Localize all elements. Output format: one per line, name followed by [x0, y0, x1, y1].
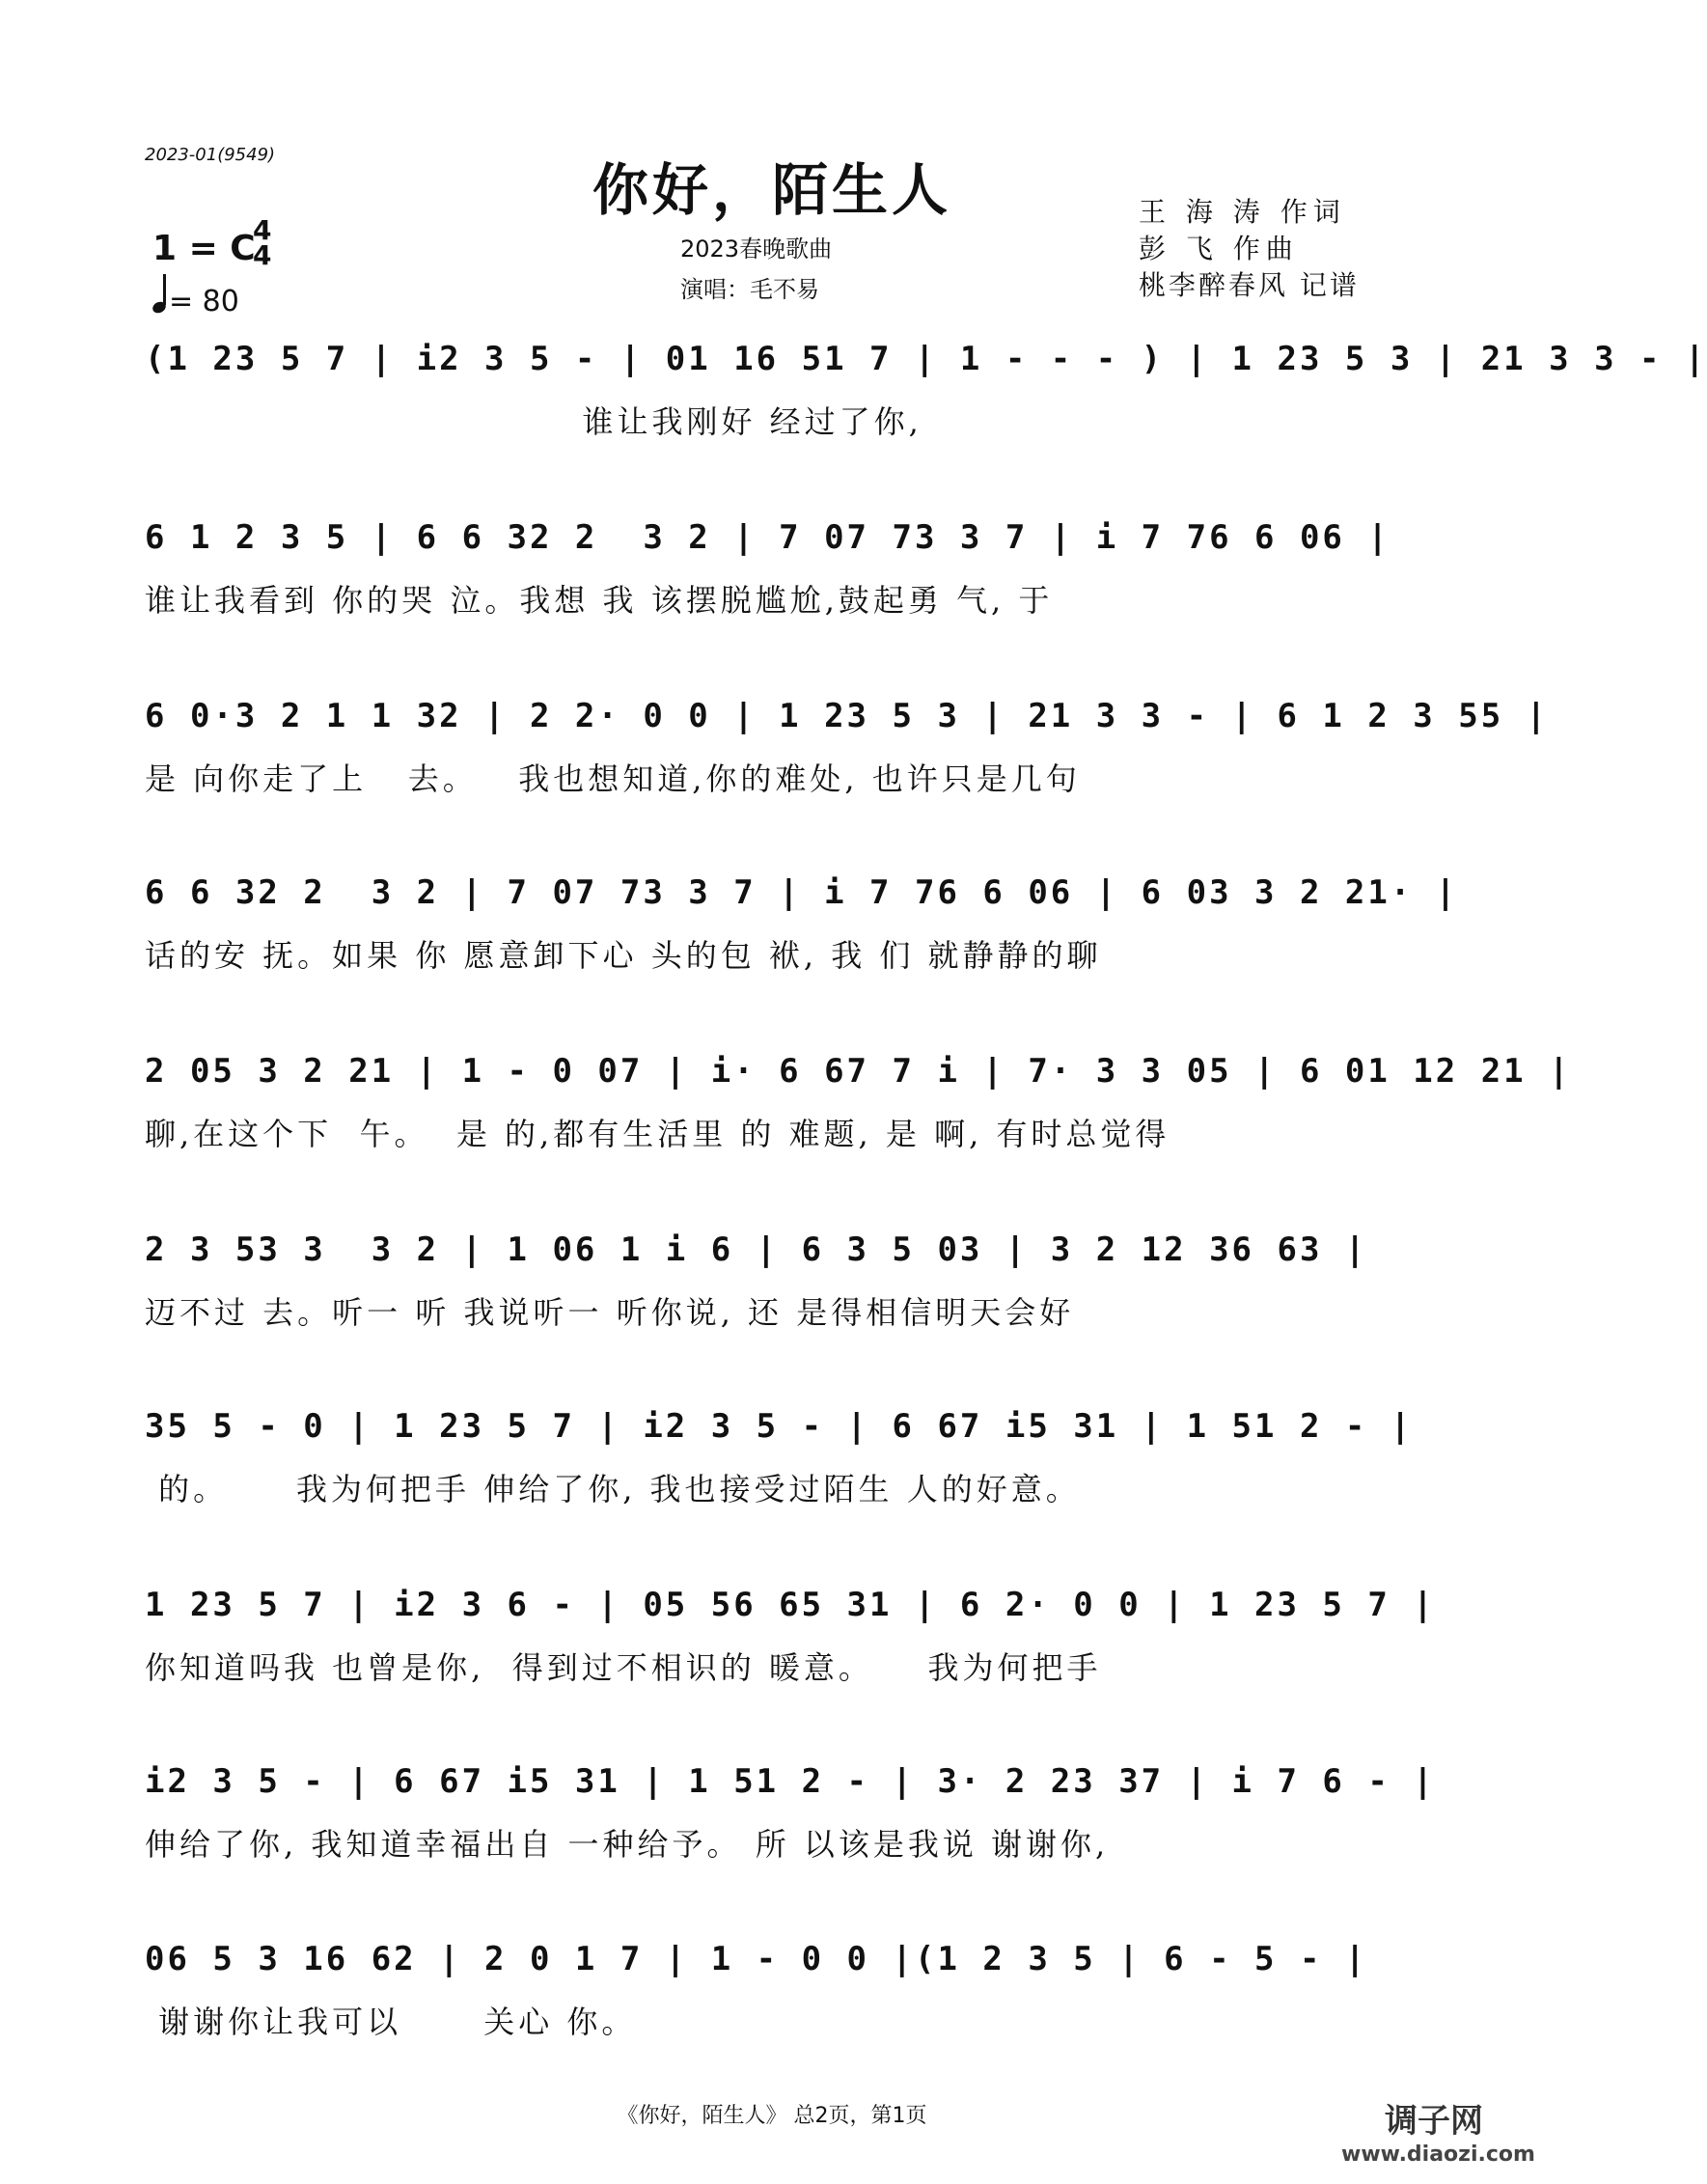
lyric-line: 话的安 抚。如果 你 愿意卸下心 头的包 袱, 我 们 就静静的聊 — [145, 937, 1102, 974]
watermark-url: www.diaozi.com — [1341, 2143, 1535, 2167]
song-title: 你好，陌生人 — [592, 157, 951, 223]
composer-credit: 彭 飞 作曲 — [1139, 233, 1299, 264]
singer-credit: 演唱：毛不易 — [680, 276, 819, 303]
notation-line: 2 05 3 2 21 | 1 - 0 07 | i· 6 67 7 i | 7· 3 3 05 | 6 01 12 21 | — [145, 1052, 1572, 1091]
lyric-line: 的。 我为何把手 伸给了你, 我也接受过陌生 人的好意。 — [145, 1471, 1081, 1507]
notation-line: 35 5 - 0 | 1 23 5 7 | i2 3 5 - | 6 67 i5 31 | 1 51 2 - | — [145, 1407, 1414, 1446]
quarter-note-stem — [163, 274, 166, 305]
key-signature: 1 = C — [152, 229, 256, 268]
lyric-line: 你知道吗我 也曾是你, 得到过不相识的 暖意。 我为何把手 — [145, 1649, 1102, 1686]
tempo-value: = 80 — [169, 285, 239, 318]
notation-line: 06 5 3 16 62 | 2 0 1 7 | 1 - 0 0 |(1 2 3 5 | 6 - 5 - | — [145, 1940, 1368, 1978]
lyricist-credit: 王 海 涛 作词 — [1139, 196, 1346, 228]
notation-line: 6 1 2 3 5 | 6 6 32 2 3 2 | 7 07 73 3 7 | i 7 76 6 06 | — [145, 518, 1390, 557]
lyric-line: 是 向你走了上 去。 我也想知道,你的难处, 也许只是几句 — [145, 760, 1081, 797]
time-sig-bottom: 4 — [253, 239, 272, 271]
notation-line: 2 3 53 3 3 2 | 1 06 1 i 6 | 6 3 5 03 | 3 2 12 36 63 | — [145, 1230, 1368, 1269]
notation-line: 6 0·3 2 1 1 32 | 2 2· 0 0 | 1 23 5 3 | 21 3 3 - | 6 1 2 3 55 | — [145, 697, 1550, 735]
notation-line: i2 3 5 - | 6 67 i5 31 | 1 51 2 - | 3· 2 23 37 | i 7 6 - | — [145, 1762, 1436, 1801]
lyric-line: 谁让我刚好 经过了你, — [145, 403, 922, 440]
page-footer: 《你好，陌生人》 总2页，第1页 — [617, 2104, 927, 2128]
lyric-line: 谁让我看到 你的哭 泣。我想 我 该摆脱尴尬,鼓起勇 气, 于 — [145, 582, 1054, 619]
lyric-line: 谢谢你让我可以 关心 你。 — [145, 2004, 637, 2040]
time-sig-top: 4 — [253, 214, 272, 246]
catalog-number: 2023-01(9549) — [145, 145, 276, 165]
notation-line: 6 6 32 2 3 2 | 7 07 73 3 7 | i 7 76 6 06 | 6 03 3 2 21· | — [145, 873, 1459, 912]
notation-line: 1 23 5 7 | i2 3 6 - | 05 56 65 31 | 6 2· 0 0 | 1 23 5 7 | — [145, 1586, 1436, 1624]
lyric-line: 聊,在这个下 午。 是 的,都有生活里 的 难题, 是 啊, 有时总觉得 — [145, 1116, 1170, 1152]
song-subtitle: 2023春晚歌曲 — [680, 235, 833, 263]
lyric-line: 迈不过 去。听一 听 我说听一 听你说, 还 是得相信明天会好 — [145, 1294, 1075, 1331]
lyric-line: 伸给了你, 我知道幸福出自 一种给予。 所 以该是我说 谢谢你, — [145, 1826, 1110, 1863]
time-signature — [253, 214, 272, 271]
tempo-marking — [152, 280, 239, 318]
notation-line: (1 23 5 7 | i2 3 5 - | 01 16 51 7 | 1 - - - ) | 1 23 5 3 | 21 3 3 - | — [145, 340, 1707, 378]
watermark-logo: 调子网 — [1385, 2102, 1483, 2141]
transcriber-credit: 桃李醉春风 记谱 — [1139, 269, 1360, 301]
